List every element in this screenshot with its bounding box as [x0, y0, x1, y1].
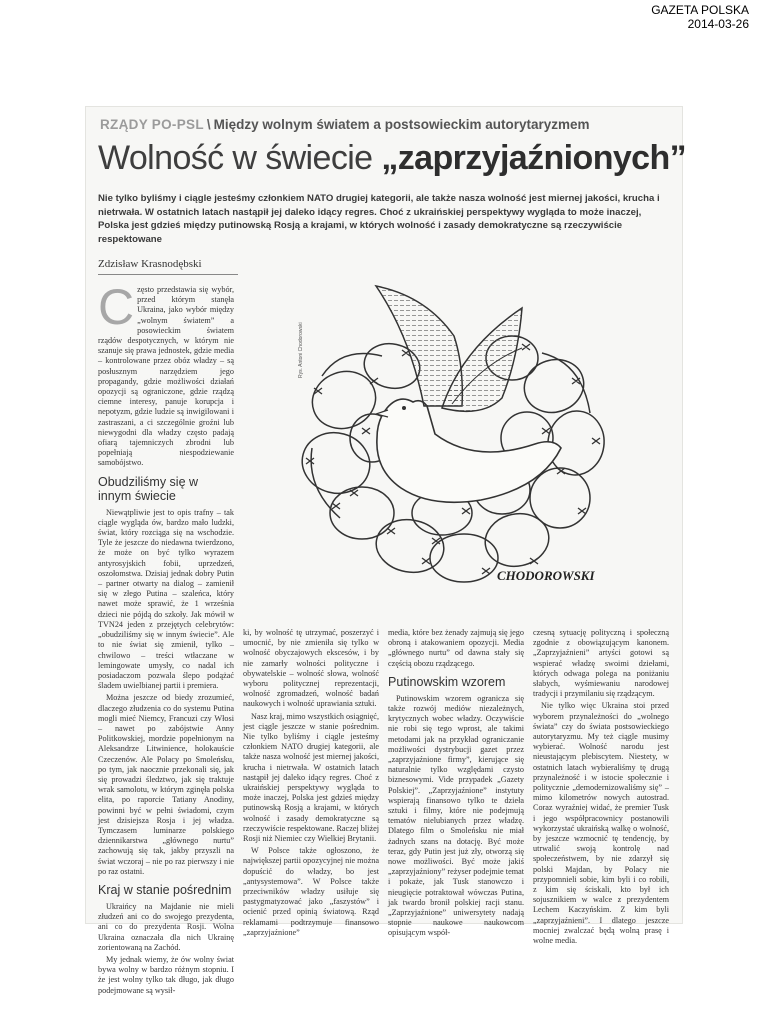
lead-paragraph: Nie tylko byliśmy i ciągle jesteśmy członkiem NATO drugiej kategorii, ale także nasza wolność jest miernej jakości, krucha i nietrwała. W ostatnich latach nastąpił jej daleko idący regres. Choć z ukraińskiej perspektywy wygląda to może inaczej, Polska jest gdzieś między putinowską Rosją a krajami, w których wolność i zasady demokratyczne są rzeczywiście respektowane — [98, 193, 660, 245]
headline-part2: „zaprzyjaźnionych” — [381, 139, 687, 177]
paragraph: media, które bez żenady zajmują się jego obroną i atakowaniem opozycji. Media „głównego nurtu” od dawna stały się częścią obozu rządzącego. — [388, 628, 524, 668]
dove-eye — [402, 406, 406, 410]
article-column-1 — [98, 279, 234, 998]
drop-cap: C — [98, 279, 135, 335]
paragraph: Putinowskim wzorem ogranicza się także rozwój mediów niezależnych, krytycznych wobec władzy. Oczywiście nie robi się tego wprost, ale takimi metodami jak na przykład ograniczanie możliwości dystrybucji gazet przez „zaprzyjaźnione firmy”, kierujące się naturalnie tylko względami czysto biznesowymi. Vide przypadek „Gazety Polskiej”. „Zaprzyjaźnione” instytuty wspierają finansowo tylko te dzieła sztuki i filmy, które nie podejmują tematów nielubianych przez władzę. Dlatego film o Smoleńsku nie miał żadnych szans na dotację. Być może teraz, gdy Putin jest już zły, otworzą się nowe możliwości. Być może jakiś „zaprzyjaźniony” reżyser podejmie temat i pokaże, jak Tusk stanowczo i nieugięcie potraktował wówczas Putina, jak twardo bronił polskiej racji stanu. „Zaprzyjaźnione” uniwersytety nadają stopnie naukowe naukowcom opisującym współ- — [388, 693, 524, 938]
paragraph: My jednak wiemy, że ów wolny świat bywa wolny w bardzo różnym stopniu. I że jest wolny tylko tak długo, jak długo podejmowane są wysił- — [98, 954, 234, 995]
opening-paragraph — [98, 279, 234, 469]
artist-signature: CHODOROWSKI — [497, 568, 595, 583]
paragraph-text: zęsto przedstawia się wybór, przed którym stanęła Ukraina, jako wybór między „wolnym światem” a posowieckim światem rządów despotycznych, w którym nie szanuje się prawa jednostek, gdzie media – kontrolowane przez obóz władzy – są posłusznym narzędziem jego propagandy, gdzie możliwości działań opozycji są ograniczone, gdzie rządzą ciemne interesy, panuje korupcja i nepotyzm, gdzie ludzie są inwigilowani i zastraszani, a ci szczególnie groźni lub niewygodni dla władzy często padają ofiarą tajemniczych zbrodni lub popełniają niespodziewanie samobójstwo. — [98, 285, 234, 468]
paragraph: Niewątpliwie jest to opis trafny – tak ciągle wygląda ów, bardzo mało ludzki, świat, który rozciąga się na wschodzie. Tyle że jeszcze do niedawna twierdzono, że może on być tylko wyrazem antyrosyjskich fobii, uprzedzeń, oszołomstwa. Dzisiaj jednak dobry Putin – partner otwarty na dialog – zamienił się w złego Putina – szaleńca, który nawet może sprawić, że 1 września dzieci nie pójdą do szkoły. Jak mówił w TVN24 jeden z przejętych celebrytów: „obudziliśmy się w innym świecie”. Ale to nie świat się zmienił, tylko – chwilowo – treści wtłaczane w lemingowate umysły, co nadal ich posiadaczom pozwala ślepo podążać śladem uwielbianej partii i premiera. — [98, 507, 234, 691]
byline: Zdzisław Krasnodębski — [98, 258, 238, 275]
subheading-putinowskim: Putinowskim wzorem — [388, 674, 506, 689]
section-line — [100, 117, 660, 132]
paragraph: Nie tylko więc Ukraina stoi przed wyborem przynależności do „wolnego świata” czy do świata postsowieckiego autorytaryzmu. My też ciągle musimy wybierać. Wolność narodu jest nieustającym plebiscytem. Niestety, w ostatnich latach wybieraliśmy tę drugą przynależność i w istocie społecznie i politycznie „demodernizowaliśmy się” – mimo kilometrów nowych autostrad. Coraz wyraźniej widać, że premier Tusk i jego współpracownicy postanowili wykorzystać ukraińską walkę o wolność, by jeszcze wzmocnić tę tendencję, by utrwalić swoją kontrolę nad społeczeństwem, by nie zdarzył się polski Majdan, by Polacy nie przypomnieli sobie, kim byli i co robili, z kim się ściskali, kto był ich sojusznikiem w walce z prezydentem Lechem Kaczyńskim. Z kim byli „zaprzyjaźnieni”. I dlatego jeszcze mocniej zwalczać będą wolną prasę i wolne media. — [533, 701, 669, 946]
section-title: Między wolnym światem a postsowieckim autorytaryzmem — [213, 117, 590, 132]
publication-name: GAZETA POLSKA — [651, 3, 749, 17]
paragraph: Nasz kraj, mimo wszystkich osiągnięć, jest ciągle jeszcze w stanie pośrednim. Nie tylko byliśmy i ciągle jesteśmy członkiem NATO drugiej kategorii, ale także nasza wolność jest miernej jakości, krucha i nietrwała. W ostatnich latach nastąpił jej daleko idący regres. Choć z ukraińskiej perspektywy wygląda to może inaczej, Polska jest gdzieś między putinowską Rosją a krajami, w których wolność i zasady demokratyczne są rzeczywiście respektowane. Raczej bliżej Rosji niż Niemiec czy Wielkiej Brytanii. — [243, 711, 379, 844]
dove-body — [377, 399, 561, 502]
paragraph: W Polsce także ogłoszono, że największej partii opozycyjnej nie można dopuścić do władzy, bo jest „antysystemowa”. W Polsce także przeciwników władzy usiłuje się pastygmatyzować jako „faszystów” i ocienić przed opinią światową. Rząd reklamami podtrzymuje finansowo „zaprzyjaźnione” — [243, 846, 379, 937]
headline-part1: Wolność w świecie — [98, 139, 382, 177]
paragraph: czesną sytuację polityczną i społeczną zgodnie z obowiązującym kanonem. „Zaprzyjaźnieni” artyści gotowi są wspierać władzę swoimi dziełami, których odwaga polega na poniżaniu słabych, wyśmiewaniu narodowej tradycji i przymilaniu się rządzącym. — [533, 628, 669, 699]
article-column-4 — [533, 628, 669, 948]
cartoon-illustration — [292, 258, 612, 603]
paragraph: Można jeszcze od biedy zrozumieć, dlaczego złudzenia co do systemu Putina mogli mieć Niemcy, Francuzi czy Włosi – nawet po zabójstwie Anny Politkowskiej, mordzie popełnionym na Aleksandrze Litwinience, holokauście Czeczenów. Ale Polacy po Smoleńsku, po tym, jak naocznie przekonali się, jak się prowadzi śledztwo, jak się traktuje wrak samolotu, w którym zginęła polska elita, po raporcie Tatiany Anodiny, powinni być w pełni świadomi, czym jest dzisiejsza Rosja i jej władza. Tymczasem luminarze polskiego dziennikarstwa „głównego nurtu” zachowują się tak, jakby przyszli na świat wczoraj – nie po raz pierwszy i nie po raz ostatni. — [98, 693, 234, 876]
subheading-obudzilismy: Obudziliśmy się w innym świecie — [98, 474, 199, 503]
headline — [98, 137, 687, 179]
section-kicker: RZĄDY PO-PSL — [100, 117, 204, 132]
publication-date: 2014-03-26 — [687, 17, 749, 31]
illustration-credit: Rys. Antoni Chodorowski — [298, 322, 304, 378]
article-column-3 — [388, 628, 524, 941]
paragraph: Ukraińcy na Majdanie nie mieli złudzeń ani co do swojego prezydenta, ani co do prezydenta Rosji. Wolna Ukraina oznaczała dla nich Ukrainę zorientowaną na Zachód. — [98, 901, 234, 952]
barbed-wire-dove-drawing — [292, 258, 612, 603]
article-column-2 — [243, 628, 379, 940]
section-separator: \ — [206, 117, 211, 132]
subheading-kraj-w-stanie: Kraj w stanie pośrednim — [98, 882, 232, 897]
paragraph: ki, by wolność tę utrzymać, poszerzyć i umocnić, by nie zmieniła się tylko w wolność obyczajowych ekscesów, i by nie zamarły wolności polityczne i obywatelskie – wolność słowa, wolność wyboru politycznej reprezentacji, wolność zgromadzeń, wolność badań naukowych i wolność uprawiania sztuki. — [243, 628, 379, 709]
masthead — [651, 3, 749, 31]
dove-beak — [376, 410, 388, 417]
